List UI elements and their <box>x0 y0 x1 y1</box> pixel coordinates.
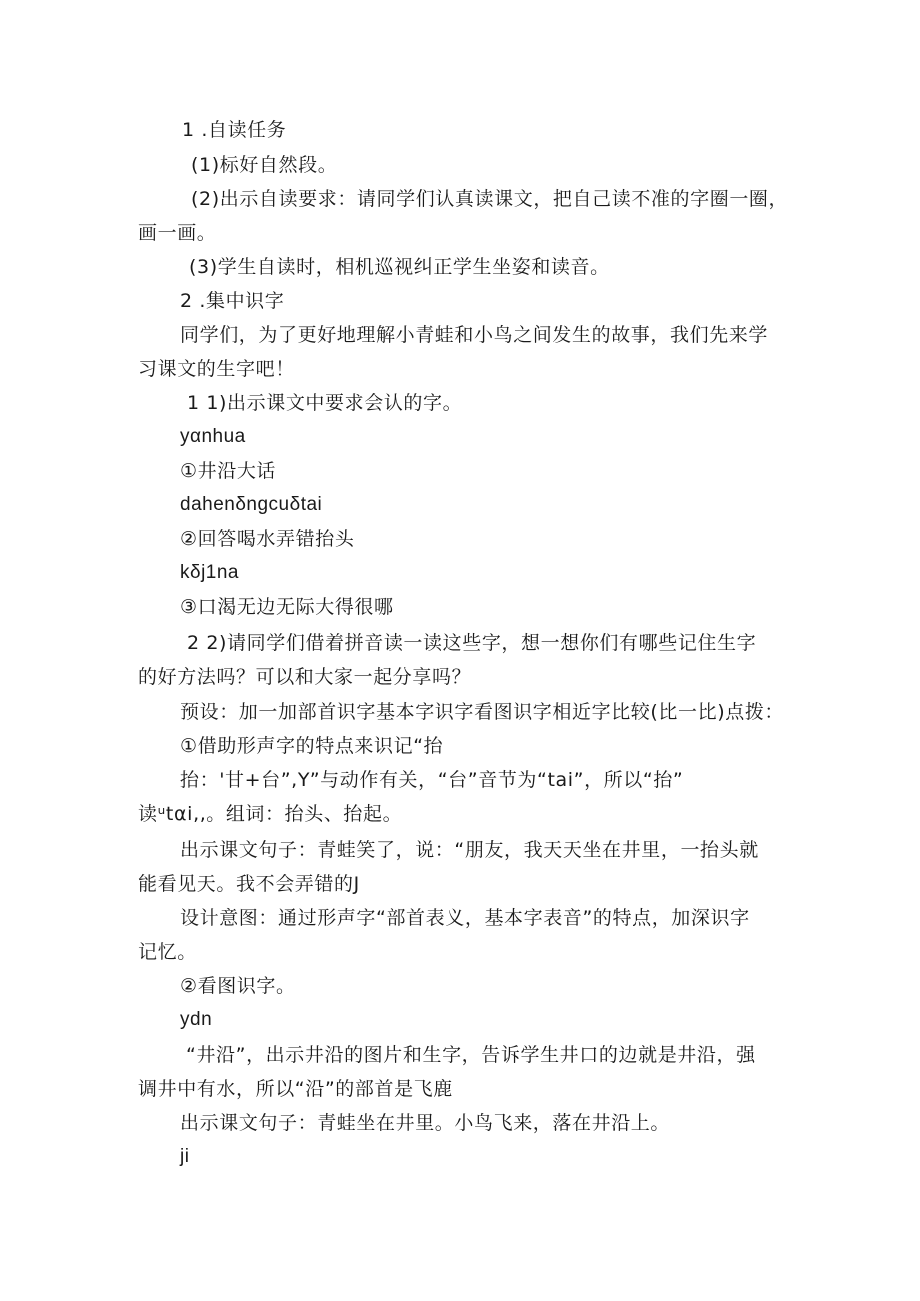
pinyin-line-5: ji <box>180 1146 190 1167</box>
design-intent: 设计意图：通过形声字“部首表义，基本字表音”的特点，加深识字 <box>180 907 750 929</box>
text-sentence-1-continued: 能看见天。我不会弄错的J <box>138 873 360 895</box>
section-heading-self-reading: 1 .自读任务 <box>182 119 287 141</box>
method-1-explanation-continued: 读ᵘtαi‚‚。组词：抬头、抬起。 <box>138 803 403 825</box>
paragraph-intro-continued: 习课文的生字吧！ <box>138 358 295 380</box>
character-group-1: ①井沿大话 <box>180 460 277 482</box>
task-item-2: (2)出示自读要求：请同学们认真读课文，把自己读不准的字圈一圈， <box>191 188 789 210</box>
character-group-3: ③口渴无边无际大得很哪 <box>180 596 394 618</box>
text-sentence-1: 出示课文句子：青蛙笑了，说：“朋友，我天天坐在井里，一抬头就 <box>180 839 759 861</box>
section-heading-literacy: 2 .集中识字 <box>180 290 285 312</box>
pinyin-line-2: dahenδngcuδtai <box>180 494 323 515</box>
method-1-heading: ①借助形声字的特点来识记“抬 <box>180 735 444 757</box>
character-group-2: ②回答喝水弄错抬头 <box>180 528 355 550</box>
text-sentence-2: 出示课文句子：青蛙坐在井里。小鸟飞来，落在井沿上。 <box>180 1112 671 1134</box>
step-1: 1 1)出示课文中要求会认的字。 <box>187 392 463 414</box>
method-1-explanation: 抬：'甘+台”,Y”与动作有关，“台”音节为“tai”，所以“抬” <box>180 769 684 791</box>
preset-methods: 预设：加一加部首识字基本字识字看图识字相近字比较(比一比)点拨： <box>180 701 785 723</box>
step-2: 2 2)请同学们借着拼音读一读这些字，想一想你们有哪些记住生字 <box>187 632 757 654</box>
method-2-explanation: “井沿”，出示井沿的图片和生字，告诉学生井口的边就是井沿，强 <box>186 1044 756 1066</box>
pinyin-line-4: ydn <box>180 1009 213 1030</box>
pinyin-line-1: yαnhua <box>180 426 246 447</box>
method-2-explanation-continued: 调井中有水，所以“沿”的部首是飞鹿 <box>138 1078 453 1100</box>
paragraph-intro: 同学们，为了更好地理解小青蛙和小鸟之间发生的故事，我们先来学 <box>180 324 769 346</box>
pinyin-line-3: kδj1na <box>180 562 239 583</box>
task-item-3: (3)学生自读时，相机巡视纠正学生坐姿和读音。 <box>189 256 610 278</box>
task-item-1: (1)标好自然段。 <box>191 154 338 176</box>
step-2-continued: 的好方法吗？可以和大家一起分享吗？ <box>138 666 472 688</box>
method-2-heading: ②看图识字。 <box>180 975 296 997</box>
task-item-2-continued: 画一画。 <box>138 222 217 244</box>
design-intent-continued: 记忆。 <box>138 941 197 963</box>
